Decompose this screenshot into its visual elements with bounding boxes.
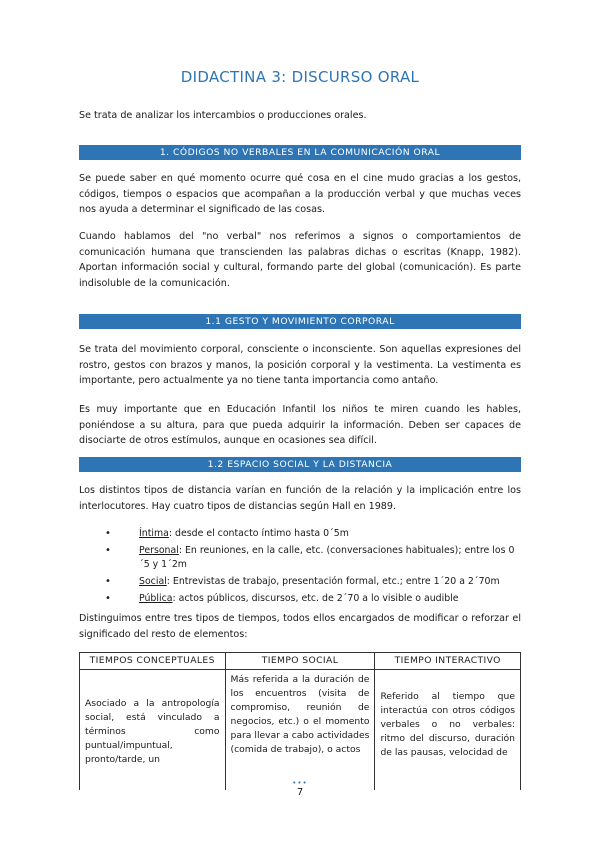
table-header-row [80, 653, 521, 670]
table-cell [225, 670, 375, 791]
paragraph-movimiento: Se trata del movimiento corporal, consciente o inconsciente. Son aquellas expresiones del rostro, gestos con brazos y manos, la posición corporal y la vestimenta. La vestimenta es importante, pero actualmente ya no tiene tanta importancia como antaño. [79, 344, 521, 386]
cell-text-interactivo: Referido al tiempo que interactúa con otros códigos verbales o no verbales: ritmo del discurso, duración de las pausas, velocidad de [380, 691, 515, 758]
page-number: 7 [296, 787, 304, 798]
table-cell [375, 670, 521, 791]
tiempos-table [79, 652, 521, 790]
section-heading-gesto: 1.1 GESTO Y MOVIMIENTO CORPORAL [79, 314, 521, 329]
list-item-text: : actos públicos, discursos, etc. de 2´70 a lo visible o audible [172, 593, 459, 604]
intro-paragraph: Se trata de analizar los intercambios o producciones orales. [79, 110, 367, 121]
list-item-text: : Entrevistas de trabajo, presentación formal, etc.; entre 1´20 a 2´70m [166, 576, 500, 587]
paragraph-cine-mudo: Se puede saber en qué momento ocurre qué cosa en el cine mudo gracias a los gestos, códigos, tiempos o espacios que acompañan a la producción verbal y que muchas veces nos ayuda a determinar el significado de las cosas. [79, 173, 521, 215]
document-title: DIDACTINA 3: DISCURSO ORAL [180, 68, 420, 86]
list-item-term: Íntima [139, 528, 169, 539]
list-item [99, 544, 521, 572]
cell-text-social: Más referida a la duración de los encuentros (visita de compromiso, reunión de negocios, etc.) o el momento para llevar a cabo actividades (comida de trabajo), o actos [230, 674, 370, 755]
paragraph-distancias: Los distintos tipos de distancia varían en función de la relación y la implicación entre los interlocutores. Hay cuatro tipos de distancias según Hall en 1989. [79, 485, 521, 512]
distance-list [99, 527, 521, 609]
section-heading-espacio: 1.2 ESPACIO SOCIAL Y LA DISTANCIA [79, 457, 521, 472]
cell-text-conceptuales: Asociado a la antropología social, está vinculado a términos como puntual/impuntual, pronto/tarde, un [85, 698, 220, 765]
list-item-text: : desde el contacto íntimo hasta 0´5m [168, 528, 349, 539]
list-item [99, 527, 521, 541]
section-heading-codigos: 1. CÓDIGOS NO VERBALES EN LA COMUNICACIÓN ORAL [79, 145, 521, 160]
list-item [99, 575, 521, 589]
paragraph-no-verbal: Cuando hablamos del "no verbal" nos referimos a signos o comportamientos de comunicación humana que transcienden las palabras dichas o escritas (Knapp, 1982). Aportan información social y cultural, formando parte del global (comunicación). Es parte indisoluble de la comunicación. [79, 231, 521, 289]
list-item-term: Pública [139, 593, 173, 604]
footer-dots: ••• [292, 779, 308, 787]
list-item-term: Personal [139, 545, 179, 556]
table-header-cell: TIEMPOS CONCEPTUALES [80, 653, 226, 670]
table-row [80, 670, 521, 791]
list-item-term: Social [139, 576, 167, 587]
list-item [99, 592, 521, 606]
table-header-cell: TIEMPO INTERACTIVO [375, 653, 521, 670]
table-cell [80, 670, 226, 791]
list-item-text: : En reuniones, en la calle, etc. (conversaciones habituales); entre los 0´5 y 1´2m [139, 545, 515, 570]
table-header-cell: TIEMPO SOCIAL [225, 653, 375, 670]
paragraph-tiempos: Distinguimos entre tres tipos de tiempos, todos ellos encargados de modificar o reforzar el significado del resto de elementos: [79, 613, 521, 640]
paragraph-educacion-infantil: Es muy importante que en Educación Infantil los niños te miren cuando les hables, poniéndose a su altura, para que pueda adquirir la información. Deben ser capaces de disociarte de otros estímulos, aunque en ocasiones sea difícil. [79, 404, 521, 446]
